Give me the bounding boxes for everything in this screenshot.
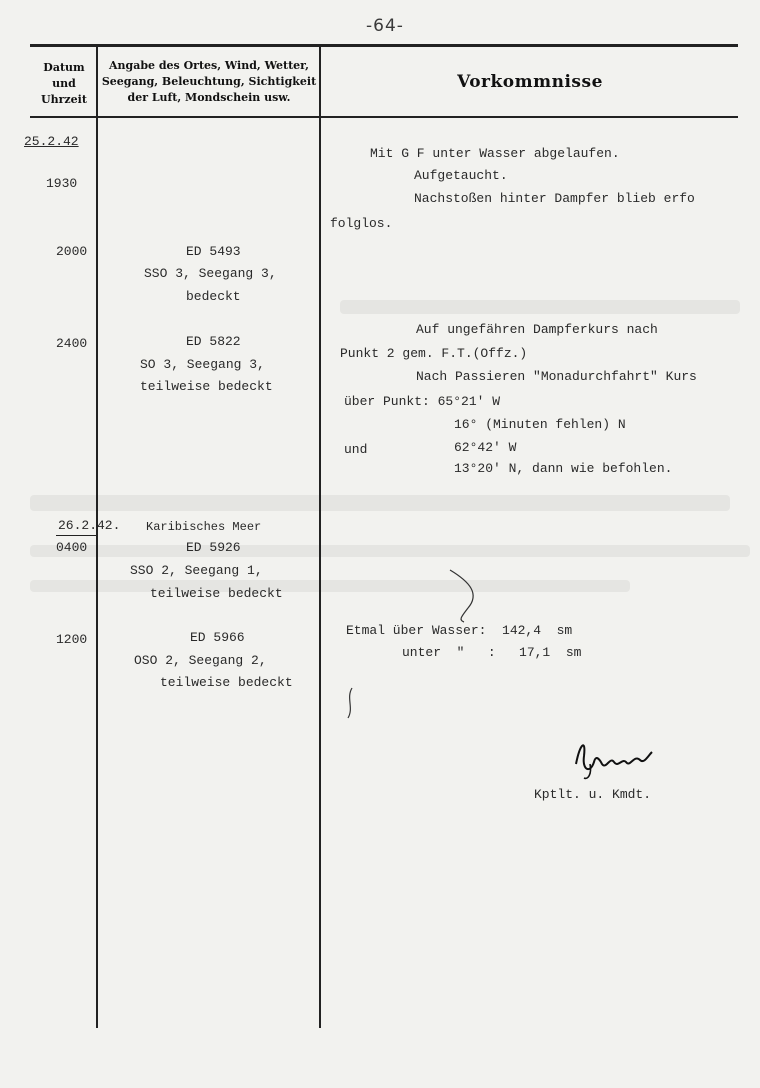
bleed-through-mark xyxy=(30,495,730,511)
header-bottom-rule xyxy=(30,116,738,118)
position-grid: ED 5493 xyxy=(186,244,241,259)
bleed-through-mark xyxy=(30,580,630,592)
sea-region: Karibisches Meer xyxy=(146,520,262,534)
event-line: 16° (Minuten fehlen) N xyxy=(454,417,626,432)
table-top-rule xyxy=(30,44,738,47)
event-line: folglos. xyxy=(330,216,393,231)
event-line: und xyxy=(344,442,368,457)
bleed-through-mark xyxy=(340,300,740,314)
weather-entry: OSO 2, Seegang 2, xyxy=(134,653,267,668)
etmal-line: Etmal über Wasser: 142,4 sm xyxy=(346,623,573,638)
column-header-datum: Datum und Uhrzeit xyxy=(41,61,87,106)
bleed-through-mark xyxy=(30,545,750,557)
weather-entry: SSO 3, Seegang 3, xyxy=(144,266,277,281)
pencil-mark xyxy=(340,686,360,722)
time-entry: 0400 xyxy=(56,540,88,555)
weather-entry: SO 3, Seegang 3, xyxy=(140,357,265,372)
event-line: über Punkt: 65°21' W xyxy=(344,394,501,409)
time-entry: 1930 xyxy=(46,176,78,191)
etmal-line: unter " : 17,1 sm xyxy=(402,645,582,660)
time-entry: 2000 xyxy=(56,244,88,259)
column-divider-2 xyxy=(319,46,321,1028)
time-entry: 2400 xyxy=(56,336,88,351)
time-entry: 1200 xyxy=(56,632,88,647)
event-line: Punkt 2 gem. F.T.(Offz.) xyxy=(340,346,528,361)
column-header-ort: Angabe des Ortes, Wind, Wetter, Seegang, Beleuchtung, Sichtigkeit der Luft, Mondschein usw. xyxy=(101,59,317,104)
weather-entry: SSO 2, Seegang 1, xyxy=(130,563,263,578)
date-entry: 25.2.42 xyxy=(24,134,79,149)
position-grid: ED 5822 xyxy=(186,334,241,349)
weather-entry: teilweise bedeckt xyxy=(160,675,293,690)
signature xyxy=(570,734,660,782)
weather-entry: teilweise bedeckt xyxy=(150,586,283,601)
event-line: 62°42' W xyxy=(454,440,517,455)
signature-role: Kptlt. u. Kmdt. xyxy=(534,787,652,802)
event-line: Nach Passieren "Monadurchfahrt" Kurs xyxy=(416,369,697,384)
column-header-vorkommnisse: Vorkommnisse xyxy=(457,72,603,92)
position-grid: ED 5966 xyxy=(190,630,245,645)
column-divider-1 xyxy=(96,46,98,1028)
weather-entry: bedeckt xyxy=(186,289,241,304)
event-line: Auf ungefähren Dampferkurs nach xyxy=(416,322,658,337)
event-line: 13°20' N, dann wie befohlen. xyxy=(454,461,673,476)
page-number: -64- xyxy=(366,16,404,36)
weather-entry: teilweise bedeckt xyxy=(140,379,273,394)
date-separator-rule xyxy=(56,535,96,536)
event-line: Aufgetaucht. xyxy=(414,168,508,183)
pencil-mark xyxy=(440,564,490,624)
event-line: Mit G F unter Wasser abgelaufen. xyxy=(370,146,620,161)
event-line: Nachstoßen hinter Dampfer blieb erfo xyxy=(414,191,695,206)
position-grid: ED 5926 xyxy=(186,540,241,555)
date-entry: 26.2.42. xyxy=(58,518,121,533)
